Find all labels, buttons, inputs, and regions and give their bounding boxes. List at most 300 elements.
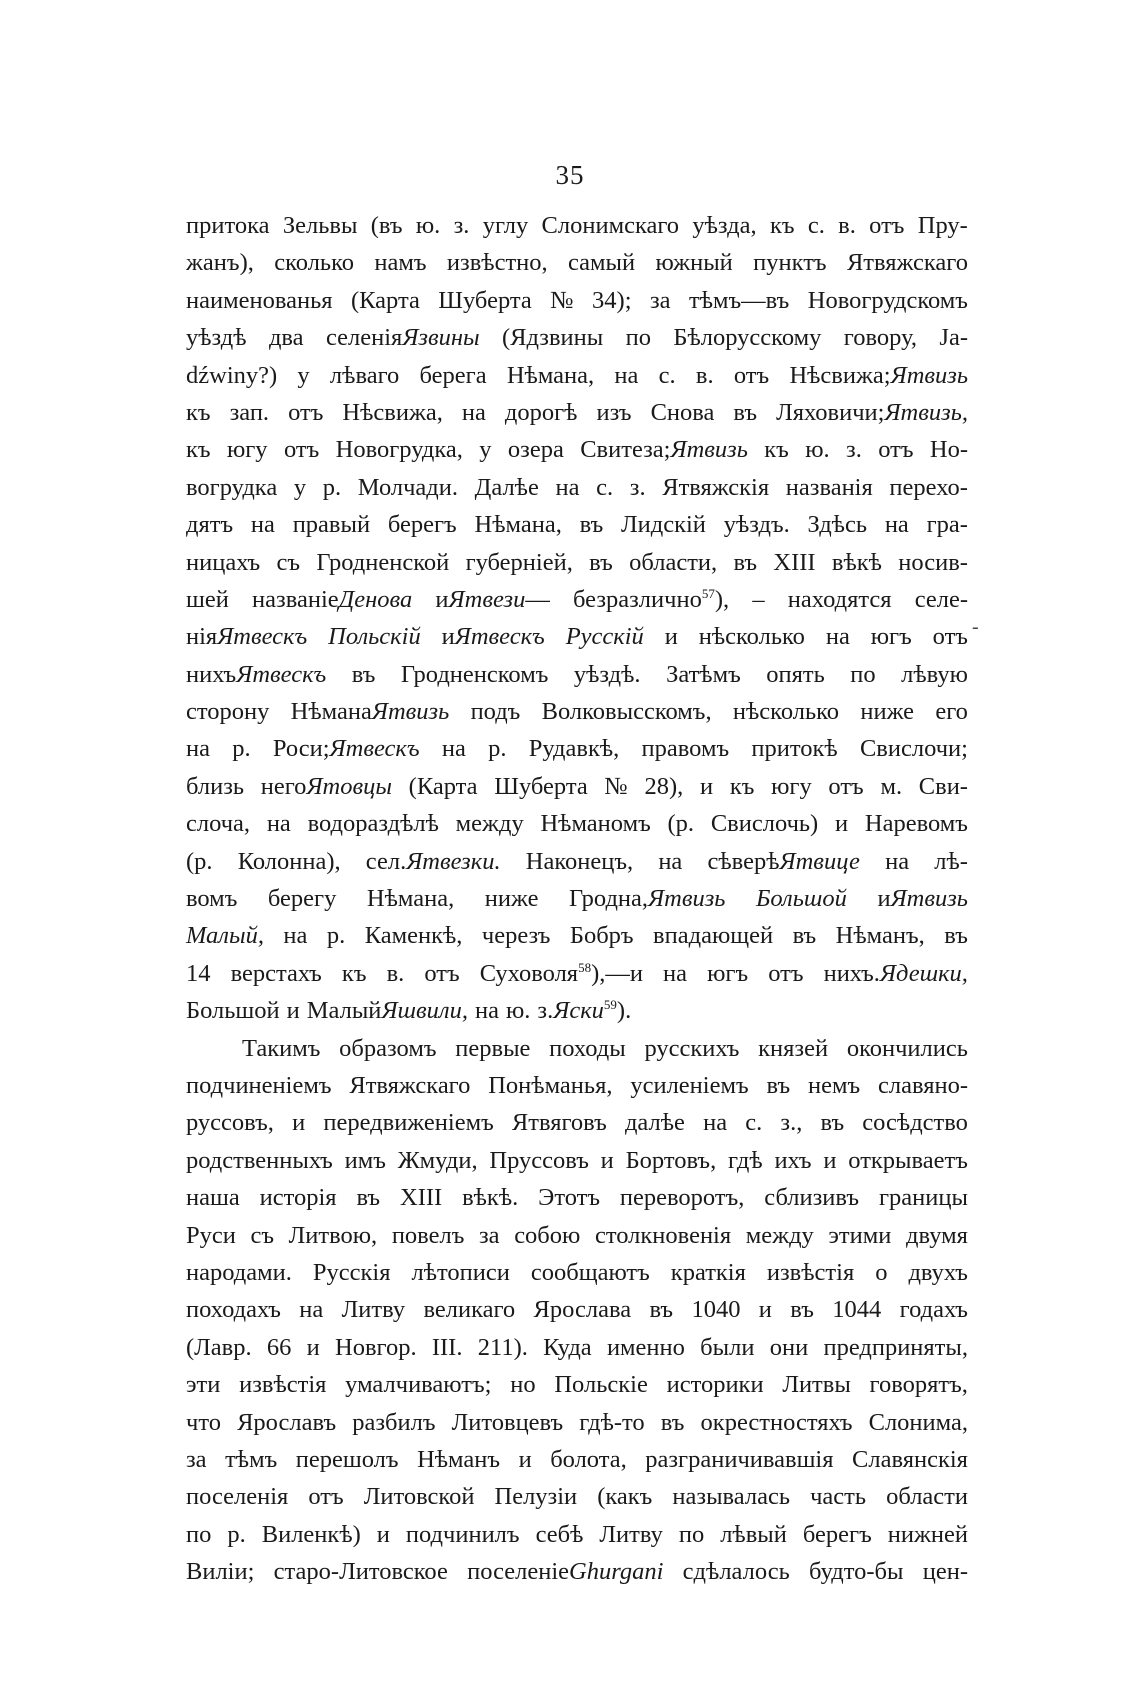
text: Каменкѣ, [364, 922, 463, 950]
text: Нѣманъ, [835, 922, 925, 950]
text: Бобръ [569, 922, 634, 950]
word [307, 1329, 320, 1366]
word [620, 1179, 744, 1216]
text: намъ [374, 249, 427, 277]
word [186, 955, 211, 992]
text: Новогрудскомъ [807, 286, 968, 314]
word [506, 992, 530, 1029]
word [456, 805, 524, 842]
word [672, 1478, 790, 1515]
text: Сви- [918, 772, 968, 800]
text: ),—и [591, 959, 643, 987]
text: ихъ [774, 1146, 812, 1174]
word [927, 506, 968, 543]
word [242, 1030, 320, 1067]
text: подъ [470, 698, 521, 726]
text: ю. [505, 997, 531, 1025]
text: уѣздъ. [723, 511, 790, 539]
text: сообщаютъ [530, 1258, 650, 1286]
text: въ [660, 1408, 685, 1436]
word [262, 1516, 361, 1553]
text: въ [790, 1296, 814, 1324]
text: пунктъ [753, 249, 827, 277]
word [621, 506, 706, 543]
word [287, 992, 300, 1029]
word [885, 843, 909, 880]
text-line [186, 955, 968, 992]
word [294, 469, 306, 506]
word [526, 843, 633, 880]
word [186, 282, 333, 319]
text: русскихъ [644, 1034, 740, 1062]
text-line [186, 1179, 968, 1216]
word [371, 207, 403, 244]
text: двухъ [908, 1258, 968, 1286]
word [536, 1516, 584, 1553]
text: умалчиваютъ; [345, 1371, 492, 1399]
text: на [299, 1296, 324, 1324]
text: отъ [828, 772, 864, 800]
word [808, 282, 968, 319]
word [597, 1478, 652, 1515]
text: опять [766, 660, 825, 688]
word [288, 394, 323, 431]
word [274, 244, 354, 281]
word [452, 1404, 564, 1441]
word [860, 730, 968, 767]
text: р. [227, 1520, 246, 1548]
italic-text: Яски [553, 997, 604, 1025]
text: у [297, 361, 310, 389]
text-line [186, 581, 968, 618]
italic-text: Русскій [565, 623, 644, 651]
text: на [283, 922, 308, 950]
text: югу [226, 436, 268, 464]
word [869, 1404, 968, 1441]
word [475, 992, 499, 1029]
word [871, 618, 912, 655]
text-line [186, 805, 968, 842]
word [642, 730, 730, 767]
text: и [286, 997, 300, 1025]
word [186, 207, 270, 244]
word [542, 693, 712, 730]
text: Свислочи; [859, 735, 968, 763]
word [267, 805, 291, 842]
text: славяно- [877, 1071, 968, 1099]
word [186, 1516, 211, 1553]
word [607, 1329, 685, 1366]
word [793, 917, 817, 954]
text: изъ [596, 398, 632, 426]
word [534, 1291, 632, 1328]
word [479, 1217, 500, 1254]
word [846, 431, 862, 468]
margin-mark: - [972, 616, 979, 638]
text: часть [810, 1483, 867, 1511]
text: области [886, 1483, 968, 1511]
text: у [293, 473, 307, 501]
text: за [186, 1445, 207, 1473]
word [764, 1179, 859, 1216]
text: исторія [259, 1184, 337, 1212]
word [649, 1291, 673, 1328]
word [356, 1179, 380, 1216]
text: жанъ), [186, 249, 254, 277]
italic-text: Малый, [186, 922, 264, 950]
word [934, 843, 968, 880]
word [227, 1516, 245, 1553]
word [284, 431, 319, 468]
word [488, 1067, 612, 1104]
word [505, 394, 578, 431]
text: Литвы [782, 1371, 851, 1399]
word [345, 1366, 491, 1403]
word [662, 469, 769, 506]
word [848, 1142, 968, 1179]
text: поселеніе [467, 1558, 570, 1586]
text: его [935, 698, 968, 726]
text: за [479, 1221, 500, 1249]
text-line [186, 1104, 968, 1141]
word [186, 1366, 220, 1403]
text: и [835, 810, 849, 838]
word [510, 1366, 535, 1403]
word [231, 955, 322, 992]
text: Литвою, [288, 1221, 378, 1249]
text: Понѣманья, [488, 1071, 613, 1099]
word [342, 1291, 405, 1328]
footnote-ref: 58 [578, 959, 592, 975]
word [746, 1217, 814, 1254]
word [186, 768, 244, 805]
text: окрестностяхъ [700, 1408, 853, 1436]
word [625, 1104, 685, 1141]
word [252, 581, 412, 618]
word [875, 1254, 887, 1291]
text: на [461, 398, 486, 426]
text: (р. [667, 810, 695, 838]
italic-text: Ятвизь [371, 698, 450, 726]
word [751, 730, 837, 767]
text: въ [792, 922, 817, 950]
word [774, 1142, 811, 1179]
text: (въ [370, 212, 403, 239]
word [808, 207, 825, 244]
word [400, 1179, 442, 1216]
text: — [525, 585, 550, 613]
text: Этотъ [538, 1184, 601, 1212]
text: Волковысскомъ, [541, 698, 712, 726]
text: южный [655, 249, 733, 277]
text: Снова [650, 398, 715, 426]
text: гра- [926, 511, 968, 539]
text: въ [820, 1109, 845, 1137]
text: къ [341, 959, 367, 987]
word [251, 506, 275, 543]
word [683, 1553, 790, 1590]
text: з. [629, 473, 646, 501]
word [352, 1404, 435, 1441]
word [186, 693, 269, 730]
word [423, 1291, 515, 1328]
word [823, 1142, 836, 1179]
word [374, 244, 426, 281]
text-line [186, 693, 968, 730]
text: лѣвую [901, 660, 968, 688]
word [878, 431, 913, 468]
word [689, 282, 789, 319]
word [326, 319, 480, 356]
word [828, 768, 863, 805]
word [898, 544, 968, 581]
text: 14 [186, 959, 211, 987]
word [752, 581, 764, 618]
word [367, 880, 454, 917]
italic-text: Ятвескъ [217, 623, 308, 651]
word [877, 880, 968, 917]
text: нія [186, 623, 218, 651]
text: двумя [906, 1221, 968, 1249]
word [933, 618, 968, 655]
word [398, 1142, 478, 1179]
word [293, 506, 370, 543]
word [790, 1291, 814, 1328]
text-line [186, 394, 968, 431]
text: югу [771, 772, 812, 800]
text: берегъ [387, 511, 457, 539]
word [614, 357, 638, 394]
word [847, 244, 968, 281]
text: на [250, 511, 275, 539]
word [186, 1142, 333, 1179]
italic-text: Ятвескъ [329, 735, 420, 763]
text: з. [453, 212, 470, 239]
text: носив- [898, 548, 968, 576]
word [569, 880, 725, 917]
word [186, 1217, 236, 1254]
text: отъ [424, 959, 460, 987]
text: цен- [922, 1558, 968, 1586]
text: и [306, 1333, 320, 1361]
text-line [186, 319, 968, 356]
text: 28), [644, 772, 684, 800]
text: этими [828, 1221, 892, 1249]
word [838, 207, 856, 244]
text: отъ [288, 398, 324, 426]
body-text [186, 207, 968, 1590]
word [728, 1142, 763, 1179]
word [823, 1329, 968, 1366]
word [886, 1478, 968, 1515]
text: (Лавр. [186, 1333, 252, 1361]
word [573, 581, 729, 618]
text-line [186, 207, 968, 244]
word [507, 357, 594, 394]
text: говору, [843, 324, 917, 352]
italic-text: Ядешки, [879, 959, 968, 987]
text: 66 [266, 1333, 292, 1361]
word [542, 207, 680, 244]
text: переворотъ, [619, 1184, 745, 1212]
word [808, 506, 867, 543]
word [556, 469, 580, 506]
word [538, 1179, 600, 1216]
word [759, 1291, 772, 1328]
text-line [186, 917, 968, 954]
word [358, 469, 458, 506]
text: въ [649, 1296, 674, 1324]
text: Виленкѣ) [261, 1520, 361, 1548]
text: Шуберта [494, 772, 588, 800]
text-line [186, 1366, 968, 1403]
word [809, 1553, 903, 1590]
text: Зельвы [282, 212, 358, 239]
text: историки [666, 1371, 764, 1399]
text-line [186, 431, 968, 468]
text: на [825, 623, 850, 651]
word [307, 992, 468, 1029]
word [776, 394, 968, 431]
text-line [186, 1291, 968, 1328]
text: лѣ- [934, 847, 968, 875]
word [805, 431, 829, 468]
text: XIII [400, 1184, 443, 1212]
text: перешолъ [295, 1445, 399, 1473]
word [782, 1366, 850, 1403]
word [186, 843, 213, 880]
text: Шуберта [438, 286, 532, 314]
text: и [441, 623, 455, 651]
word [495, 1478, 578, 1515]
word [508, 431, 564, 468]
text: сѣверѣ [707, 847, 780, 875]
word [238, 843, 341, 880]
italic-text: Ятовцы [306, 772, 392, 800]
text: и [600, 1146, 614, 1174]
text: близь [186, 772, 245, 800]
word [327, 917, 345, 954]
text: себѣ [535, 1520, 584, 1548]
text: Ятвяжскаго [349, 1071, 471, 1099]
word [671, 1254, 746, 1291]
word [365, 917, 463, 954]
word [438, 282, 531, 319]
text: дятъ [186, 511, 234, 539]
text: углу [482, 212, 529, 239]
word [388, 506, 457, 543]
text: походахъ [186, 1296, 281, 1324]
text: Далѣе [474, 473, 539, 501]
text: и [758, 1296, 772, 1324]
text: первые [455, 1034, 531, 1062]
text: и [664, 623, 678, 651]
text: 1044 [832, 1296, 882, 1324]
text: 1040 [691, 1296, 741, 1324]
word [291, 693, 450, 730]
text: Нѣманомъ [540, 810, 651, 838]
text-line [186, 1404, 968, 1441]
word [519, 1441, 532, 1478]
word [239, 1366, 326, 1403]
text: за [649, 286, 671, 314]
word [186, 581, 229, 618]
text: Новогрудка, [335, 436, 463, 464]
word [852, 1441, 968, 1478]
word [733, 394, 757, 431]
text: него [260, 772, 307, 800]
text-line [186, 618, 968, 655]
word [832, 544, 882, 581]
text: уѣздѣ. [573, 660, 641, 688]
word [724, 506, 790, 543]
word [666, 656, 741, 693]
text: Жмуди, [397, 1146, 478, 1174]
word [878, 1067, 968, 1104]
text: р. [322, 473, 342, 501]
text: и [700, 772, 714, 800]
text: и [518, 1445, 532, 1473]
word [277, 544, 301, 581]
word [462, 394, 486, 431]
word [455, 1030, 530, 1067]
text: Большой [186, 997, 280, 1025]
word [442, 618, 545, 655]
text-line [186, 1030, 968, 1067]
word [411, 1254, 509, 1291]
word [919, 768, 968, 805]
word [466, 544, 573, 581]
text: по [678, 1520, 705, 1548]
text: отъ [733, 361, 770, 389]
text: водораздѣлѣ [307, 810, 439, 838]
text: на [266, 810, 291, 838]
word [471, 693, 521, 730]
text-line [186, 1217, 968, 1254]
text: ), [714, 585, 730, 613]
word [673, 319, 821, 356]
text: Слонимскаго [541, 212, 680, 239]
word [186, 244, 254, 281]
word [626, 1142, 717, 1179]
word [745, 1104, 762, 1141]
word [824, 955, 968, 992]
text: гдѣ [728, 1146, 763, 1174]
text: они [769, 1333, 809, 1361]
text: Польскіе [554, 1371, 648, 1399]
text: Новгор. [335, 1333, 417, 1361]
word [328, 618, 421, 655]
word [659, 357, 676, 394]
text: къ [186, 436, 211, 464]
word [630, 469, 646, 506]
word [906, 1217, 968, 1254]
text: старо-Литовское [273, 1558, 448, 1586]
word [730, 768, 755, 805]
footnote-ref: 59 [603, 997, 617, 1013]
word [630, 1067, 748, 1104]
word [915, 581, 968, 618]
text: на [614, 361, 639, 389]
word [186, 1329, 252, 1366]
text: ю. [805, 436, 830, 464]
text: шей [186, 585, 229, 613]
text: уѣзда, [692, 212, 757, 239]
text: подчинилъ [405, 1520, 520, 1548]
word [655, 244, 732, 281]
word [454, 207, 470, 244]
text: р. [488, 735, 507, 763]
